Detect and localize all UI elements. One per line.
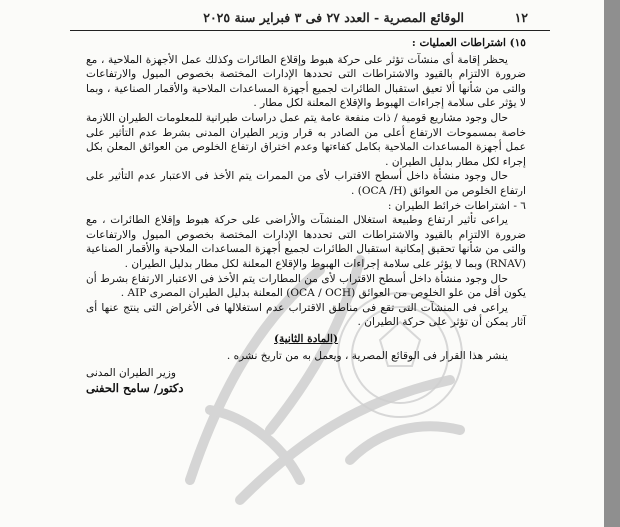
paragraph-8: ينشر هذا القرار فى الوقائع المصرية ، ويعمل به من تاريخ نشره . [226, 350, 508, 363]
paragraph-3: حال وجود منشأة داخل أسطح الاقتراب لأى من الممرات يتم الأخذ فى الاعتبار عدم التأثير على ارتفاع الخلوص من العوائق (OCA /H) . [86, 170, 526, 197]
journal-line: الوقائع المصرية - العدد ٢٧ فى ٣ فبراير سنة ٢٠٢٥ [203, 10, 464, 25]
page-number: ١٢ [514, 10, 528, 25]
signature-name: دكتور/ سامح الحفنى [86, 380, 184, 395]
section-heading-operations: ١٥) اشتراطات العمليات : [411, 37, 526, 49]
signature-title: وزير الطيران المدنى [86, 367, 177, 380]
paragraph-6: حال وجود منشأة داخل أسطح الاقتراب لأى من المطارات يتم الأخذ فى الاعتبار الارتفاع بشرط أن يكون أقل من علو الخلوص من العوائق (OCA / OCH) المعلنة بدليل الطيران المصرى AIP . [86, 272, 526, 300]
page-header [0, 4, 604, 28]
section-heading-charts: ٦ - اشتراطات خرائط الطيران : [387, 199, 526, 212]
paragraph-5: يراعى تأثير ارتفاع وطبيعة استغلال المنشآت والأراضى على حركة هبوط وإقلاع الطائرات ، مع ضرورة الالتزام بالقيود والاشتراطات التى تحددها الإدارات المختصة بخصوص الميول والارتفاعات والتى من شأنها تحقيق إمكانية استقبال الطائرات لجميع أجهزة المساعدات الملاحية والأقمار الصناعية (RNAV) وبما لا يؤثر على سلامة إجراءات الهبوط والإقلاع المعلنة لكل مطار بدليل الطيران . [86, 214, 526, 270]
article-title: (المادة الثانية) [274, 332, 338, 345]
header-divider [70, 30, 550, 31]
paragraph-2: حال وجود مشاريع قومية / ذات منفعة عامة يتم عمل دراسات طيرانية للمعلومات الطيران اللازمة خاصة بمسموحات الارتفاع أعلى من الصادر به قرار وزير الطيران المدنى بشرط عدم التأثير على عمل أجهزة المساعدات الملاحية بكامل كفاءتها وعدم اختراق ارتفاع الخلوص من العوائق المعلن بكل إجراء لكل مطار بدليل الطيران . [86, 111, 526, 168]
viewer-scroll-margin [604, 0, 620, 527]
paragraph-1: يحظر إقامة أى منشآت تؤثر على حركة هبوط وإقلاع الطائرات وكذلك عمل الأجهزة الملاحية ، مع ضرورة الالتزام بالقيود والاشتراطات التى تحددها الإدارات المختصة بخصوص الميول والارتفاعات والتى من شأنها ألا تعيق استقبال الطائرات لجميع أجهزة المساعدات الملاحية والأقمار الصناعية ، وبما لا يؤثر على سلامة إجراءات الهبوط والإقلاع المعلنة لكل مطار . [86, 53, 526, 110]
paragraph-7: يراعى فى المنشآت التى تقع فى مناطق الاقتراب عدم استغلالها فى الأغراض التى ينتج عنها أى آثار يمكن أن تؤثر على حركة الطيران . [86, 301, 526, 329]
document-body [86, 36, 526, 395]
